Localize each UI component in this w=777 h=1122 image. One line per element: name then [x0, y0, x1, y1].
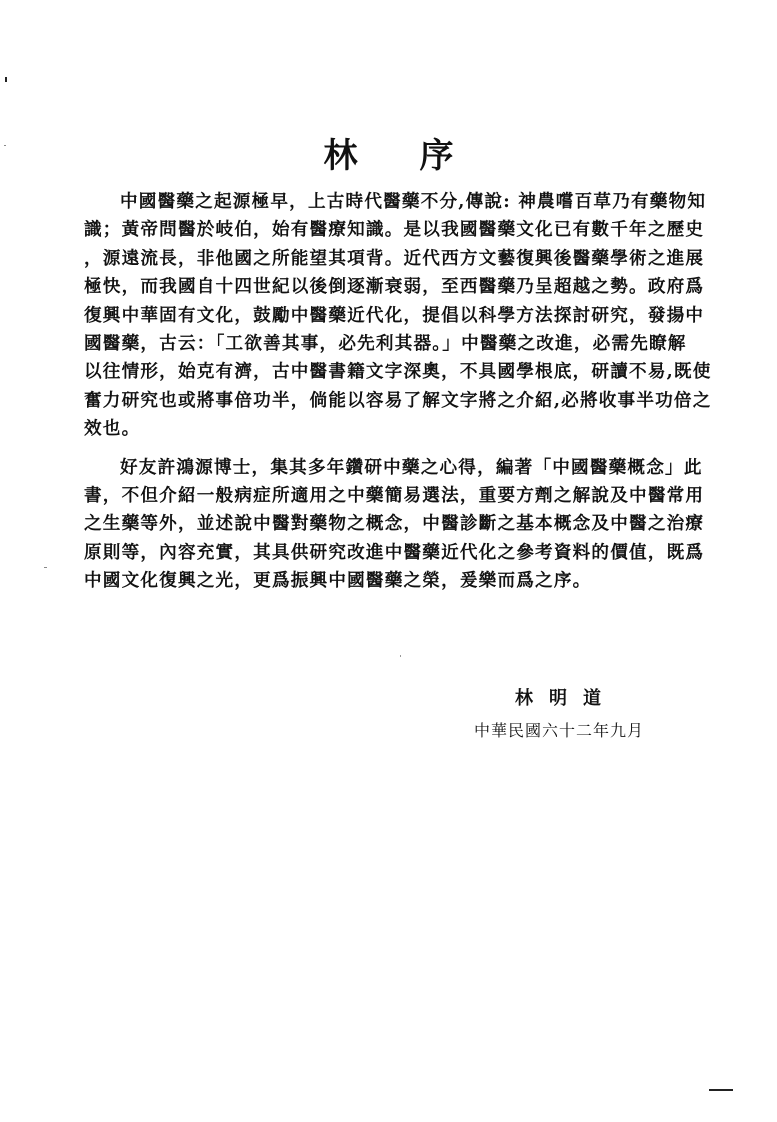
scan-speck	[400, 655, 401, 657]
text-line: 中國醫藥之起源極早，上古時代醫藥不分,傳說: 神農嚐百草乃有藥物知	[120, 191, 707, 212]
text-line: 書，不但介紹一般病症所適用之中藥簡易選法，重要方劑之解說及中醫常用	[84, 484, 705, 506]
scan-speck	[5, 77, 7, 82]
text-line: 以往情形，始克有濟，古中醫書籍文字深奧，不具國學根底，研讀不易,既使	[84, 361, 712, 383]
scan-speck	[44, 567, 47, 568]
title-char-2: 序	[419, 136, 454, 176]
paragraph-1	[84, 188, 714, 444]
text-line: 識；黃帝問醫於岐伯，始有醫療知識。是以我國醫藥文化已有數千年之歷史	[84, 219, 705, 241]
paragraph-2	[84, 454, 714, 596]
text-line: ，源遠流長，非他國之所能望其項背。近代西方文藝復興後醫藥學術之進展	[84, 247, 705, 269]
text-line: 好友許鴻源博士，集其多年鑽研中藥之心得，編著「中國醫藥概念」此	[120, 456, 703, 478]
text-line: 極快，而我國自十四世紀以後倒逐漸衰弱，至西醫藥乃呈超越之勢。政府爲	[84, 276, 705, 298]
title-char-1: 林	[323, 136, 358, 176]
text-line: 原則等，內容充實，其具供研究改進中醫藥近代化之參考資料的價值，既爲	[84, 541, 705, 563]
text-line: 復興中華固有文化，鼓勵中醫藥近代化，提倡以科學方法探討研究，發揚中	[84, 304, 705, 326]
text-line: 國醫藥，古云：「工欲善其事，必先利其器。」中醫藥之改進，必需先瞭解	[84, 332, 687, 354]
text-line: 中國文化復興之光，更爲振興中國醫藥之榮，爰樂而爲之序。	[84, 570, 592, 592]
author-signature: 林明道	[515, 688, 617, 709]
text-line: 奮力研究也或將事倍功半，倘能以容易了解文字將之介紹,必將收事半功倍之	[84, 389, 712, 411]
paragraph-spacer	[84, 444, 714, 454]
preface-body	[84, 188, 714, 595]
page-footer-mark	[709, 1089, 733, 1091]
date-line: 中華民國六十二年九月	[474, 721, 645, 740]
text-line: 之生藥等外，並述說中醫對藥物之概念，中醫診斷之基本概念及中醫之治療	[84, 513, 705, 535]
page-title	[0, 128, 777, 177]
text-line: 效也。	[84, 418, 141, 440]
scan-speck	[4, 145, 6, 146]
